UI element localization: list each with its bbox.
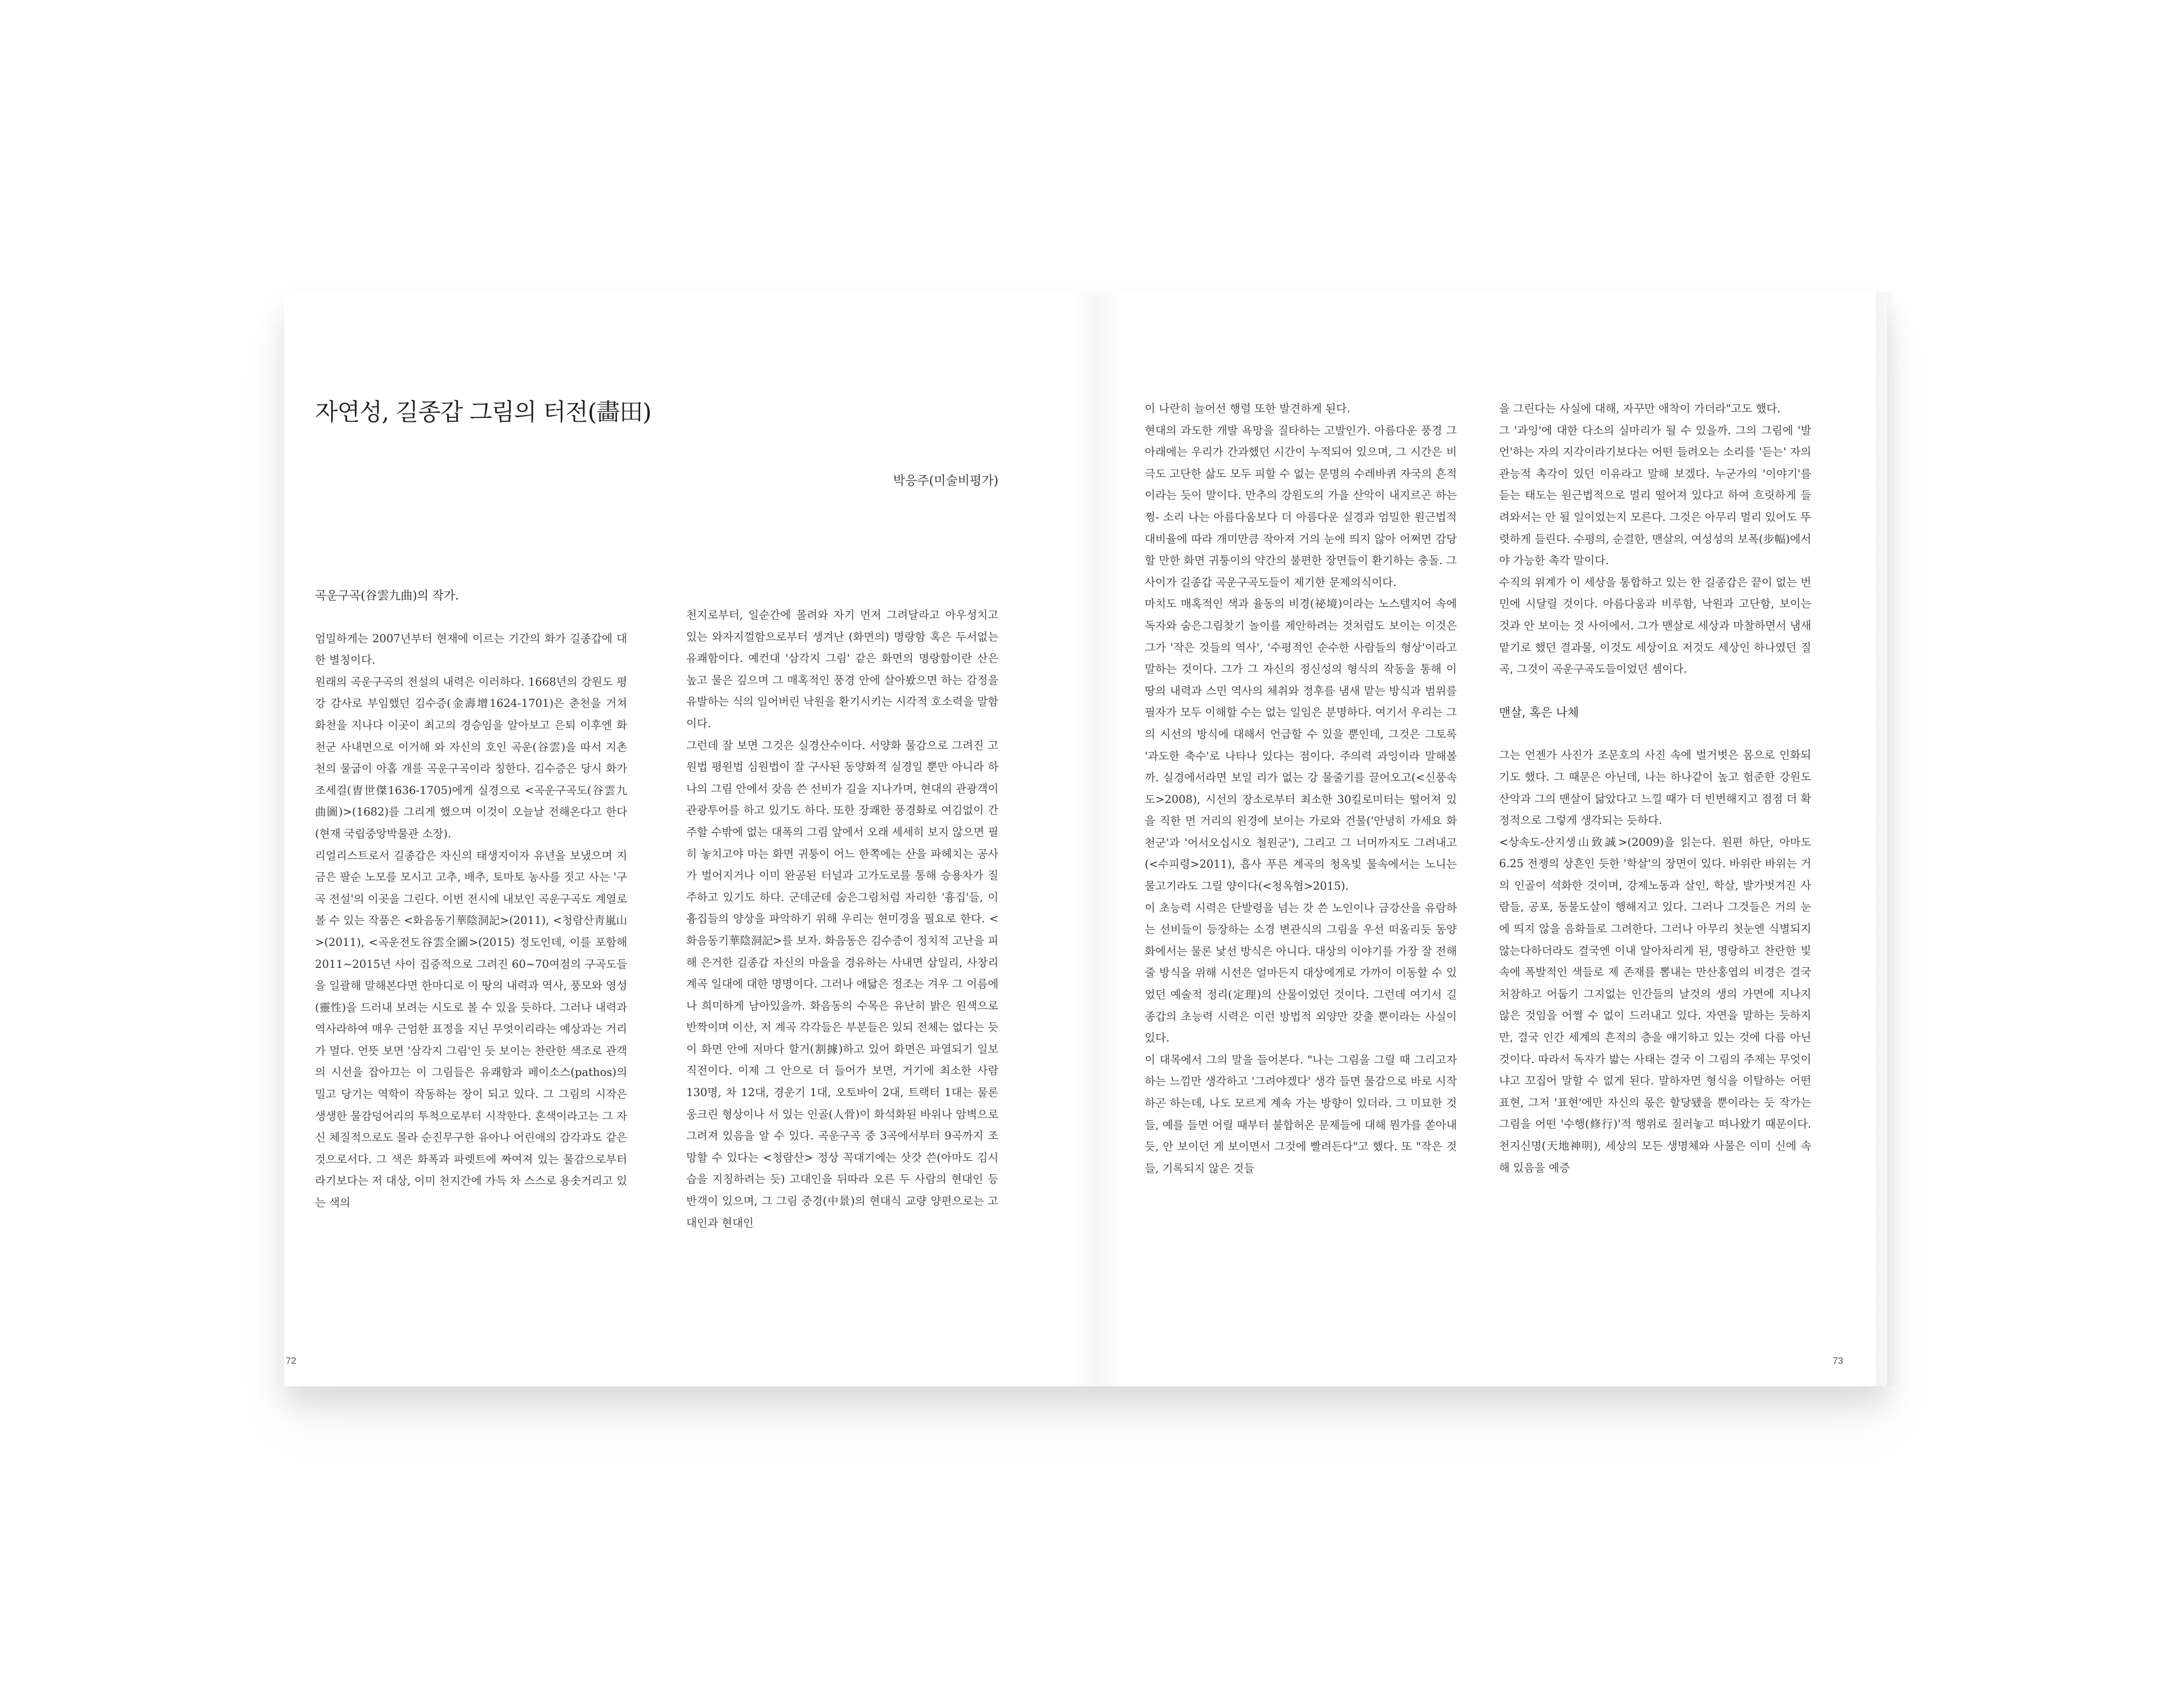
body-paragraph: 그는 언젠가 사진가 조문호의 사진 속에 벌거벗은 몸으로 인화되기도 했다. 그 때문은 아닌데, 나는 하나같이 높고 험준한 강원도 산악과 그의 맨살이 닮았다고 느낄 때가 더 빈번해지고 점점 더 확정적으로 그렇게 생각되는 듯하다. — [1499, 749, 1811, 827]
body-paragraph: 천지로부터, 일순간에 몰려와 자기 먼저 그려달라고 아우성치고 있는 와자지껄함으로부터 생겨난 (화면의) 명랑함 혹은 두서없는 유쾌함이다. 예컨대 '삼각지 그림' 같은 화면의 명랑함이란 산은 높고 물은 깊으며 그 매혹적인 풍경 안에 살아봤으면 하는 감정을 유발하는 식의 일어버린 낙원을 환기시키는 시각적 호소력을 말함이다. — [686, 609, 998, 730]
paragraph-spacer — [1499, 723, 1811, 745]
body-paragraph: 현대의 과도한 개발 욕망을 질타하는 고발인가. 아름다운 풍경 그 아래에는 우리가 간과했던 시간이 누적되어 있으며, 그 시간은 비극도 고단한 삶도 모두 피할 수 없는 문명의 수레바퀴 자국의 흔적이라는 듯이 말이다. 만추의 강원도의 가을 산악이 내지르곤 하는 쩡- 소리 나는 아름다움보다 더 아름다운 실경과 엄밀한 원근법적 대비율에 따라 개미만큼 작아져 거의 눈에 띄지 않아 어쩌면 감당할 만한 화면 귀퉁이의 약간의 불편한 장면들이 환기하는 충돌. 그 사이가 길종갑 곡운구곡도들이 제기한 문제의식이다. — [1145, 423, 1457, 589]
body-paragraph: 이 대목에서 그의 말을 들어본다. "나는 그림을 그릴 때 그리고자 하는 느낌만 생각하고 '그려야겠다' 생각 들면 물감으로 바로 시작하곤 하는데, 나도 모르게 계속 가는 방향이 있더라. 그 미묘한 것들, 예를 들면 어릴 때부터 불합허온 문제들에 대해 뭔가를 쏟아내듯, 안 보이던 게 보이면서 그것에 빨려든다"고 했다. 또 "작은 것들, 기록되지 않은 것들 — [1145, 1053, 1457, 1175]
body-paragraph: 을 그린다는 사실에 대해, 자꾸만 애착이 가더라"고도 했다. — [1499, 402, 1781, 415]
section-subheading: 곡운구곡(谷雲九曲)의 작가. — [315, 589, 459, 602]
book-gutter — [1072, 292, 1122, 1386]
paragraph-spacer — [315, 607, 627, 628]
body-paragraph: 리얼리스트로서 길종갑은 자신의 태생지이자 유년을 보냈으며 지금은 팔순 노모를 모시고 고추, 배추, 토마토 농사를 짓고 사는 '구곡 전설'의 이곳을 그린다. 이번 전시에 내보인 곡운구곡도 계열로 볼 수 있는 작품은 <화음동기華陰洞記>(2011), <청람산靑嵐山>(2011), <곡운전도谷雲全圖>(2015) 정도인데, 이를 포함해 2011~2015년 사이 집중적으로 그려진 60~70여점의 구곡도들을 일괄해 말해본다면 한마디로 이 땅의 내력과 역사, 풍모와 영성(靈性)을 드러내 보려는 시도로 볼 수 있을 듯하다. 그러나 내력과 역사라하여 매우 근엄한 표정을 지닌 무엇이리라는 예상과는 거리가 멀다. 언뜻 보면 '삼각지 그림'인 듯 보이는 찬란한 색조로 관객의 시선을 잡아끄는 이 그림들은 유쾌함과 페이소스(pathos)의 밀고 당기는 역학이 작동하는 장이 되고 있다. 그 그림의 시작은 생생한 물감덩어리의 투척으로부터 시작한다. 혼색이라고는 그 자신 체질적으로도 몰라 순진무구한 유아나 어린애의 감각과도 같은 것으로서다. 그 색은 화폭과 파렛트에 짜여져 있는 물감으로부터라기보다는 저 대상, 이미 천지간에 가득 차 스스로 용솟거리고 있는 색의 — [315, 849, 627, 1210]
body-paragraph: 원래의 곡운구곡의 전설의 내력은 이러하다. 1668년의 강원도 평강 감사로 부임했던 김수증(金壽增1624-1701)은 춘천을 거쳐 화천을 지나다 이곳이 최고의 경승임을 알아보고 은퇴 이후엔 화천군 사내면으로 이거해 와 자신의 호인 곡운(谷雲)을 따서 지촌천의 물굽이 아홉 개를 곡운구곡이라 칭한다. 김수증은 당시 화가 조세걸(曺世傑1636-1705)에게 실경으로 <곡운구곡도(谷雲九曲圖)>(1682)를 그리게 했으며 이것이 오늘날 전해온다고 한다(현재 국립중앙박물관 소장). — [315, 675, 627, 840]
body-paragraph: 그 '과잉'에 대한 다소의 실마리가 될 수 있을까. 그의 그림에 '발언'하는 자의 지각이라기보다는 어떤 들려오는 소리를 '듣는' 자의 관능적 촉각이 있던 이유라고 말해 보겠다. 누군가의 '이야기'를 듣는 태도는 원근법적으로 멀리 떨어져 있다고 하여 흐릿하게 들려와서는 안 될 일이었는지 모른다. 그것은 아무리 멀리 있어도 뚜렷하게 들린다. 수평의, 순결한, 맨살의, 여성성의 보폭(步幅)에서야 가능한 촉각 말이다. — [1499, 423, 1811, 567]
page-edge-shadow — [1876, 292, 1898, 1386]
text-column-2 — [686, 605, 998, 1234]
body-paragraph: 마치도 매혹적인 색과 율동의 비경(祕境)이라는 노스텔지어 속에 독자와 숨은그림찾기 놀이를 제안하려는 것처럼도 보이는 이것은 그가 '작은 것들의 역사', '수평적인 순수한 사람들의 형상'이라고 말하는 것이다. 그가 그 자신의 정신성의 형식의 작동을 통해 이 땅의 내력과 스민 역사의 체취와 정후를 냄새 맡는 방식과 범위를 필자가 모두 이해할 수는 없는 일임은 분명하다. 여기서 우리는 그의 시선의 방식에 대해서 언급할 수 있을 뿐인데, 그것은 그토록 '과도한 축수'로 나타나 있다는 점이다. 주의력 과잉이라 말해볼까. 실경에서라면 보일 리가 없는 강 물줄기를 끌어오고(<신풍속도>2008), 시선의 장소로부터 최소한 30킬로미터는 떨어져 있을 직한 먼 거리의 원경에 보이는 가로와 건물('안녕히 가세요 화천군'과 '어서오십시오 철원군'), 그리고 그 너머까지도 그려내고(<수피령>2011), 흡사 푸른 계곡의 청옥빛 물속에서는 노니는 물고기라도 그릴 양이다(<청옥협>2015). — [1145, 597, 1457, 893]
body-paragraph: 이 나란히 늘어선 행렬 또한 발견하게 된다. — [1145, 402, 1351, 415]
page-number-left: 72 — [286, 1355, 296, 1366]
paragraph-spacer — [1499, 681, 1811, 702]
article-title: 자연성, 길종갑 그림의 터전(畵田) — [315, 398, 651, 426]
body-paragraph: 수직의 위계가 이 세상을 통합하고 있는 한 길종갑은 끝이 없는 번민에 시달릴 것이다. 아름다움과 비루함, 낙원과 고단함, 보이는 것과 안 보이는 것 사이에서. 그가 맨살로 세상과 마찰하면서 냄새 맡기로 했던 결과물, 이것도 세상이요 저것도 세상인 하나였던 질곡, 그것이 곡운구곡도들이었던 셈이다. — [1499, 575, 1811, 676]
body-paragraph: 이 초능력 시력은 단발령을 넘는 갓 쓴 노인이나 금강산을 유람하는 선비들이 등장하는 소경 변관식의 그림을 우선 떠올리듯 동양화에서는 물론 낯선 방식은 아니다. 대상의 이야기를 가장 잘 전해줄 방식을 위해 시선은 얼마든지 대상에게로 가까이 이동할 수 있었던 예술적 정리(定理)의 산물이었던 것이다. 그런데 여기서 길종갑의 초능력 시력은 이런 방법적 외양만 갖출 뿐이라는 사실이 있다. — [1145, 901, 1457, 1045]
section-subheading: 맨살, 혹은 나체 — [1499, 705, 1579, 719]
text-column-1 — [315, 585, 627, 1214]
body-paragraph: 그런데 잘 보면 그것은 실경산수이다. 서양화 물감으로 그려진 고원법 평원법 심원법이 잘 구사된 동양화적 실경일 뿐만 아니라 하나의 그림 안에서 잦음 쓴 선비가 길을 지나가며, 현대의 관광객이 관광투어를 하고 있기도 하다. 또한 장쾌한 풍경화로 여김없이 간주할 수밖에 없는 대폭의 그림 앞에서 오래 세세히 보지 않으면 필히 놓치고야 마는 화면 귀퉁이 어느 한쪽에는 산을 파헤치는 공사가 벌어지거나 이미 완공된 터널과 고가도로를 통해 승용차가 질주하고 있기도 하다. 군데군데 숨은그림처럼 자리한 '흉집'들, 이 흉집들의 양상을 파악하기 위해 우리는 현미경을 필요로 한다. <화음동기華陰洞記>를 보자. 화음동은 김수증이 정치적 고난을 피해 은거한 길종갑 자신의 마을을 경유하는 사내면 삼일리, 사창리 계곡 일대에 대한 명명이다. 그러나 애닯은 정조는 겨우 그 이름에나 희미하게 남아있을까. 화음동의 수목은 유난히 밝은 원색으로 반짝이며 이산, 저 계곡 각각들은 부분들은 있되 전체는 없다는 듯이 화면 안에 저마다 할거(割據)하고 있어 화면은 파열되기 일보 직전이다. 이제 그 안으로 더 들어가 보면, 거기에 최소한 사람 130명, 차 12대, 경운기 1대, 오토바이 2대, 트랙터 1대는 물론 웅크린 형상이나 서 있는 인골(人骨)이 화석화된 바위나 암벽으로 그려져 있음을 알 수 있다. 곡운구곡 중 3곡에서부터 9곡까지 조망할 수 있다는 <청람산> 정상 꼭대기에는 삿갓 쓴(아마도 김시습을 지칭하려는 듯) 고대인을 뒤따라 오른 두 사람의 현대인 등반객이 있으며, 그 그림 중경(中景)의 현대식 교량 양편으로는 고대인과 현대인 — [686, 738, 998, 1229]
text-column-3 — [1145, 398, 1457, 1179]
text-column-4 — [1499, 398, 1811, 1179]
body-paragraph: 엄밀하게는 2007년부터 현재에 이르는 기간의 화가 길종갑에 대한 별칭이다. — [315, 632, 627, 667]
article-byline: 박응주(미술비평가) — [893, 474, 998, 488]
page-number-right: 73 — [1833, 1355, 1843, 1366]
body-paragraph: <상속도-산지생山致誠>(2009)을 읽는다. 원편 하단, 아마도 6.25 전쟁의 상흔인 듯한 '학살'의 장면이 있다. 바위란 바위는 거의 인골이 석화한 것이며, 강제노동과 살인, 학살, 발가벗겨진 사람들, 공포, 동물도살이 행해지고 있다. 그러나 그것들은 거의 눈에 띄지 않을 음화들로 그려한다. 그러나 아무리 첫눈엔 식별되지 않는다하더라도 결국엔 이내 알아차리게 된, 명랑하고 찬란한 빛 속에 폭발적인 색들로 제 존재를 뽐내는 만산홍엽의 비경은 결국 처참하고 어둡기 그지없는 인간들의 날것의 생의 가면에 지나지 않은 것임을 어쩔 수 없이 드러내고 있다. 자연을 말하는 듯하지만, 결국 인간 세계의 흔적의 층을 얘기하고 있는 것에 다름 아닌 것이다. 따라서 독자가 밟는 사태는 결국 이 그림의 주제는 무엇이냐고 꼬집어 말할 수 없게 된다. 말하자면 형식을 이탈하는 어떤 표현, 그저 '표현'에만 자신의 몫은 할당됐을 뿐이라는 듯 작가는 그림을 어떤 '수행(修行)'적 행위로 질러놓고 떠나왔기 때문이다. 천지신명(天地神明), 세상의 모든 생명체와 사물은 이미 신에 속해 있음을 예증 — [1499, 835, 1811, 1174]
